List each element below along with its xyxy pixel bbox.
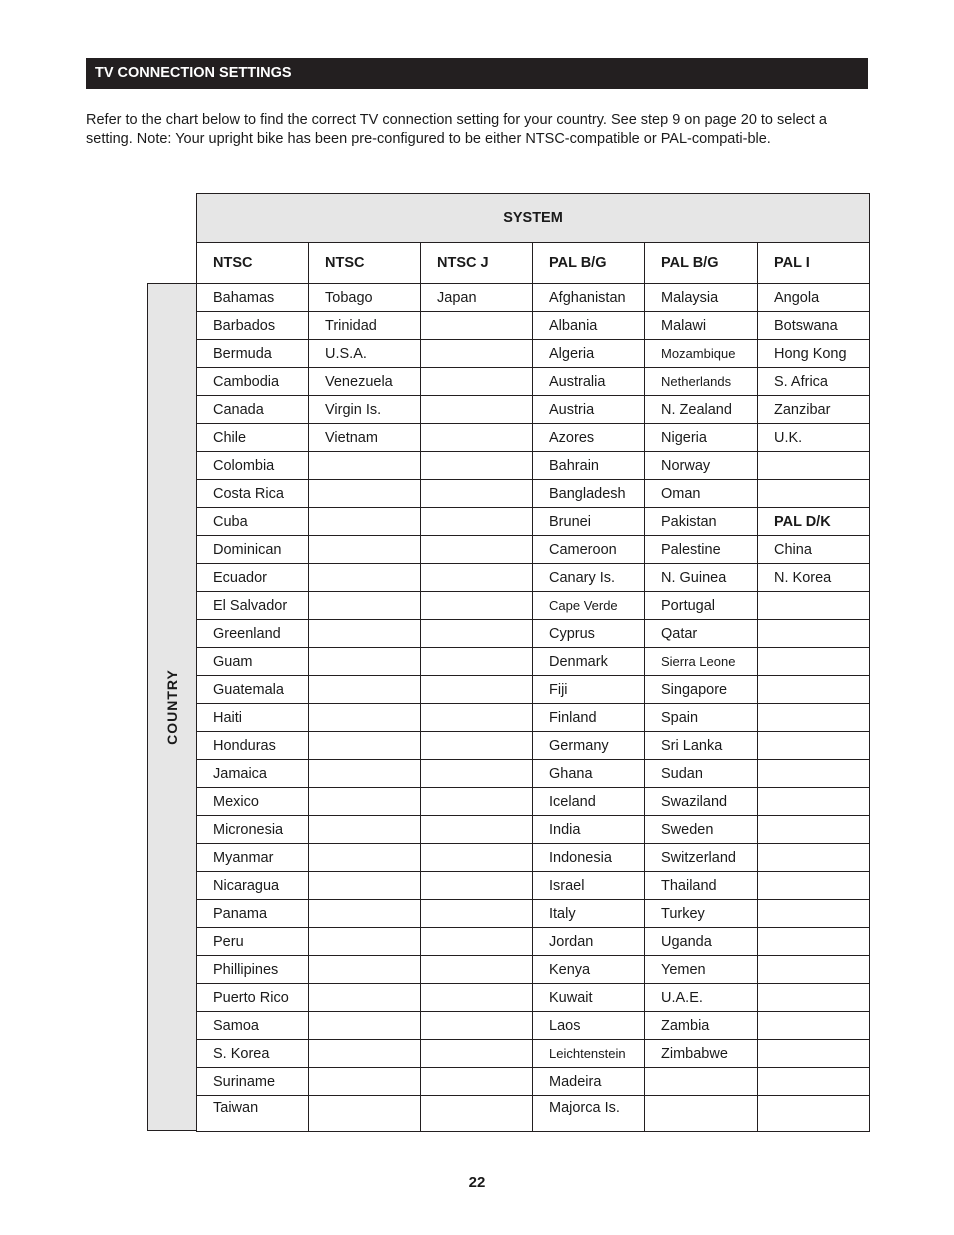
table-row — [197, 872, 870, 900]
table-cell — [421, 900, 533, 928]
table-cell: Cuba — [197, 508, 309, 536]
table-cell — [421, 872, 533, 900]
table-cell — [421, 844, 533, 872]
table-cell: Kenya — [533, 956, 645, 984]
table-cell: Madeira — [533, 1068, 645, 1096]
table-cell: Peru — [197, 928, 309, 956]
table-row — [197, 452, 870, 480]
table-cell: Myanmar — [197, 844, 309, 872]
table-cell — [758, 816, 870, 844]
table-cell: Costa Rica — [197, 480, 309, 508]
table-cell — [421, 956, 533, 984]
table-cell — [309, 844, 421, 872]
table-cell: Majorca Is. — [533, 1096, 645, 1132]
table-cell — [421, 424, 533, 452]
table-row — [197, 620, 870, 648]
table-cell: Venezuela — [309, 368, 421, 396]
table-cell: Angola — [758, 284, 870, 312]
table-cell: Azores — [533, 424, 645, 452]
table-cell — [309, 872, 421, 900]
table-cell — [758, 900, 870, 928]
table-cell — [309, 1068, 421, 1096]
table-cell: Cambodia — [197, 368, 309, 396]
table-row — [197, 312, 870, 340]
section-title-bar — [86, 58, 868, 89]
table-cell: PAL D/K — [758, 508, 870, 536]
table-cell: Swaziland — [645, 788, 758, 816]
table-cell — [758, 760, 870, 788]
table-cell: Indonesia — [533, 844, 645, 872]
table-cell: Japan — [421, 284, 533, 312]
table-cell: N. Korea — [758, 564, 870, 592]
table-cell — [421, 760, 533, 788]
table-row — [197, 1012, 870, 1040]
table-cell: N. Guinea — [645, 564, 758, 592]
table-cell: Bangladesh — [533, 480, 645, 508]
table-cell: Cyprus — [533, 620, 645, 648]
table-cell — [758, 452, 870, 480]
table-row — [197, 592, 870, 620]
table-cell — [758, 620, 870, 648]
table-cell — [758, 872, 870, 900]
table-cell: Tobago — [309, 284, 421, 312]
table-row — [197, 816, 870, 844]
table-cell — [758, 788, 870, 816]
table-row — [197, 648, 870, 676]
table-cell: Brunei — [533, 508, 645, 536]
table-cell: Bahrain — [533, 452, 645, 480]
table-cell: Samoa — [197, 1012, 309, 1040]
country-label: COUNTRY — [164, 669, 180, 745]
table-cell: U.K. — [758, 424, 870, 452]
table-cell — [309, 592, 421, 620]
table-cell: El Salvador — [197, 592, 309, 620]
table-cell: Ecuador — [197, 564, 309, 592]
table-cell: Barbados — [197, 312, 309, 340]
table-cell: Honduras — [197, 732, 309, 760]
table-body — [197, 284, 870, 1132]
table-cell: U.S.A. — [309, 340, 421, 368]
table-cell — [421, 816, 533, 844]
table-cell: Guam — [197, 648, 309, 676]
table-cell: Haiti — [197, 704, 309, 732]
table-cell: Jordan — [533, 928, 645, 956]
table-cell: Nigeria — [645, 424, 758, 452]
column-header: PAL I — [758, 243, 870, 284]
table-cell: Denmark — [533, 648, 645, 676]
table-row — [197, 928, 870, 956]
table-cell: Sudan — [645, 760, 758, 788]
table-cell — [758, 1012, 870, 1040]
table-cell: Zimbabwe — [645, 1040, 758, 1068]
table-row — [197, 1040, 870, 1068]
table-row — [197, 1096, 870, 1132]
country-side-label-column — [147, 283, 196, 1131]
table-cell — [758, 984, 870, 1012]
table-cell: Italy — [533, 900, 645, 928]
table-cell: Taiwan — [197, 1096, 309, 1132]
table-row — [197, 284, 870, 312]
table-cell — [309, 508, 421, 536]
table-cell — [421, 340, 533, 368]
table-cell — [309, 900, 421, 928]
table-cell: Zambia — [645, 1012, 758, 1040]
table-cell: Vietnam — [309, 424, 421, 452]
table-cell — [421, 1068, 533, 1096]
table-cell — [309, 1096, 421, 1132]
table-cell — [645, 1068, 758, 1096]
table-cell: Nicaragua — [197, 872, 309, 900]
table-cell: Ghana — [533, 760, 645, 788]
table-cell — [421, 536, 533, 564]
table-cell: Pakistan — [645, 508, 758, 536]
table-cell — [421, 648, 533, 676]
table-cell — [421, 1096, 533, 1132]
table-cell — [309, 816, 421, 844]
table-cell: Israel — [533, 872, 645, 900]
table-cell — [758, 1096, 870, 1132]
table-cell: Spain — [645, 704, 758, 732]
table-cell: Sierra Leone — [645, 648, 758, 676]
table-cell: Germany — [533, 732, 645, 760]
table-cell — [421, 620, 533, 648]
table-cell — [309, 676, 421, 704]
table-cell: India — [533, 816, 645, 844]
table-cell: Uganda — [645, 928, 758, 956]
table-row — [197, 676, 870, 704]
table-cell — [309, 704, 421, 732]
table-cell — [421, 396, 533, 424]
table-cell — [758, 732, 870, 760]
table-cell: Algeria — [533, 340, 645, 368]
table-cell: Guatemala — [197, 676, 309, 704]
table-cell: Suriname — [197, 1068, 309, 1096]
table-cell — [758, 648, 870, 676]
table-cell: Colombia — [197, 452, 309, 480]
column-header: NTSC — [309, 243, 421, 284]
table-row — [197, 704, 870, 732]
table-cell — [421, 564, 533, 592]
table-cell — [758, 956, 870, 984]
table-cell: Iceland — [533, 788, 645, 816]
table-row — [197, 956, 870, 984]
table-cell — [421, 452, 533, 480]
table-cell — [309, 1040, 421, 1068]
table-cell: U.A.E. — [645, 984, 758, 1012]
table-cell — [421, 1040, 533, 1068]
table-cell: Chile — [197, 424, 309, 452]
table-cell: Kuwait — [533, 984, 645, 1012]
table-cell: Canary Is. — [533, 564, 645, 592]
table-cell: Mozambique — [645, 340, 758, 368]
system-header-row — [197, 194, 870, 243]
table-row — [197, 900, 870, 928]
table-cell — [421, 928, 533, 956]
table-cell: S. Africa — [758, 368, 870, 396]
table-row — [197, 340, 870, 368]
table-cell: Afghanistan — [533, 284, 645, 312]
table-cell: Laos — [533, 1012, 645, 1040]
table-cell: Norway — [645, 452, 758, 480]
table-cell: Thailand — [645, 872, 758, 900]
table-cell: Bermuda — [197, 340, 309, 368]
table-row — [197, 368, 870, 396]
table-cell: Bahamas — [197, 284, 309, 312]
table-cell: Singapore — [645, 676, 758, 704]
table-row — [197, 1068, 870, 1096]
section-title: TV CONNECTION SETTINGS — [95, 65, 292, 81]
table-cell — [309, 620, 421, 648]
table-cell: Malawi — [645, 312, 758, 340]
table-row — [197, 984, 870, 1012]
table-cell: Phillipines — [197, 956, 309, 984]
table-cell: Fiji — [533, 676, 645, 704]
system-header: SYSTEM — [197, 194, 870, 243]
table-row — [197, 480, 870, 508]
table-row — [197, 564, 870, 592]
table-cell: Cameroon — [533, 536, 645, 564]
table-cell: Palestine — [645, 536, 758, 564]
table-cell — [309, 648, 421, 676]
table-cell: Sri Lanka — [645, 732, 758, 760]
column-header: PAL B/G — [533, 243, 645, 284]
table-cell — [758, 1068, 870, 1096]
table-cell: S. Korea — [197, 1040, 309, 1068]
table-cell — [758, 928, 870, 956]
table-cell: Jamaica — [197, 760, 309, 788]
table-cell — [421, 508, 533, 536]
table-cell: Malaysia — [645, 284, 758, 312]
table-cell — [645, 1096, 758, 1132]
column-header: NTSC J — [421, 243, 533, 284]
table-cell — [758, 592, 870, 620]
table-cell — [309, 984, 421, 1012]
table-cell: Botswana — [758, 312, 870, 340]
table-cell — [309, 732, 421, 760]
table-cell — [421, 1012, 533, 1040]
table-cell — [421, 704, 533, 732]
table-row — [197, 732, 870, 760]
table-cell: Oman — [645, 480, 758, 508]
table-cell: Virgin Is. — [309, 396, 421, 424]
table-cell — [421, 732, 533, 760]
table-row — [197, 844, 870, 872]
table-cell: Leichtenstein — [533, 1040, 645, 1068]
table-row — [197, 788, 870, 816]
table-cell — [309, 480, 421, 508]
table-cell — [309, 788, 421, 816]
table-cell: Albania — [533, 312, 645, 340]
table-cell — [421, 984, 533, 1012]
table-cell — [758, 1040, 870, 1068]
table-row — [197, 396, 870, 424]
column-header: NTSC — [197, 243, 309, 284]
tv-system-table — [196, 193, 870, 1132]
table-cell — [309, 452, 421, 480]
table-cell: Dominican — [197, 536, 309, 564]
table-cell — [421, 788, 533, 816]
table-cell: Sweden — [645, 816, 758, 844]
table-cell — [309, 536, 421, 564]
table-cell — [421, 592, 533, 620]
column-header: PAL B/G — [645, 243, 758, 284]
table-cell: N. Zealand — [645, 396, 758, 424]
table-cell — [309, 928, 421, 956]
table-cell: Canada — [197, 396, 309, 424]
table-cell — [421, 312, 533, 340]
intro-paragraph: Refer to the chart below to find the correct TV connection setting for your country. See step 9 on page 20 to select a setting. Note: Your upright bike has been pre-configured to be either NTSC-compatible or PAL-compati-ble. — [86, 112, 828, 147]
table-cell — [309, 760, 421, 788]
table-cell: Australia — [533, 368, 645, 396]
table-cell: Switzerland — [645, 844, 758, 872]
table-cell — [758, 676, 870, 704]
table-cell: Yemen — [645, 956, 758, 984]
table-cell — [758, 704, 870, 732]
table-cell: Mexico — [197, 788, 309, 816]
table-cell: Puerto Rico — [197, 984, 309, 1012]
table-cell — [309, 1012, 421, 1040]
table-cell: China — [758, 536, 870, 564]
page-number: 22 — [468, 1174, 486, 1191]
column-header-row — [197, 243, 870, 284]
table-row — [197, 760, 870, 788]
table-cell — [421, 480, 533, 508]
table-row — [197, 424, 870, 452]
table-cell: Austria — [533, 396, 645, 424]
table-cell: Greenland — [197, 620, 309, 648]
table-cell: Zanzibar — [758, 396, 870, 424]
table-cell: Netherlands — [645, 368, 758, 396]
table-cell: Hong Kong — [758, 340, 870, 368]
table-cell — [421, 368, 533, 396]
table-cell — [758, 480, 870, 508]
table-cell: Trinidad — [309, 312, 421, 340]
table-cell — [421, 676, 533, 704]
table-cell — [309, 956, 421, 984]
table-cell: Finland — [533, 704, 645, 732]
table-cell: Micronesia — [197, 816, 309, 844]
table-cell — [309, 564, 421, 592]
table-row — [197, 508, 870, 536]
table-cell: Cape Verde — [533, 592, 645, 620]
table-cell: Turkey — [645, 900, 758, 928]
table-cell: Portugal — [645, 592, 758, 620]
table-cell: Qatar — [645, 620, 758, 648]
table-cell — [758, 844, 870, 872]
table-cell: Panama — [197, 900, 309, 928]
table-row — [197, 536, 870, 564]
